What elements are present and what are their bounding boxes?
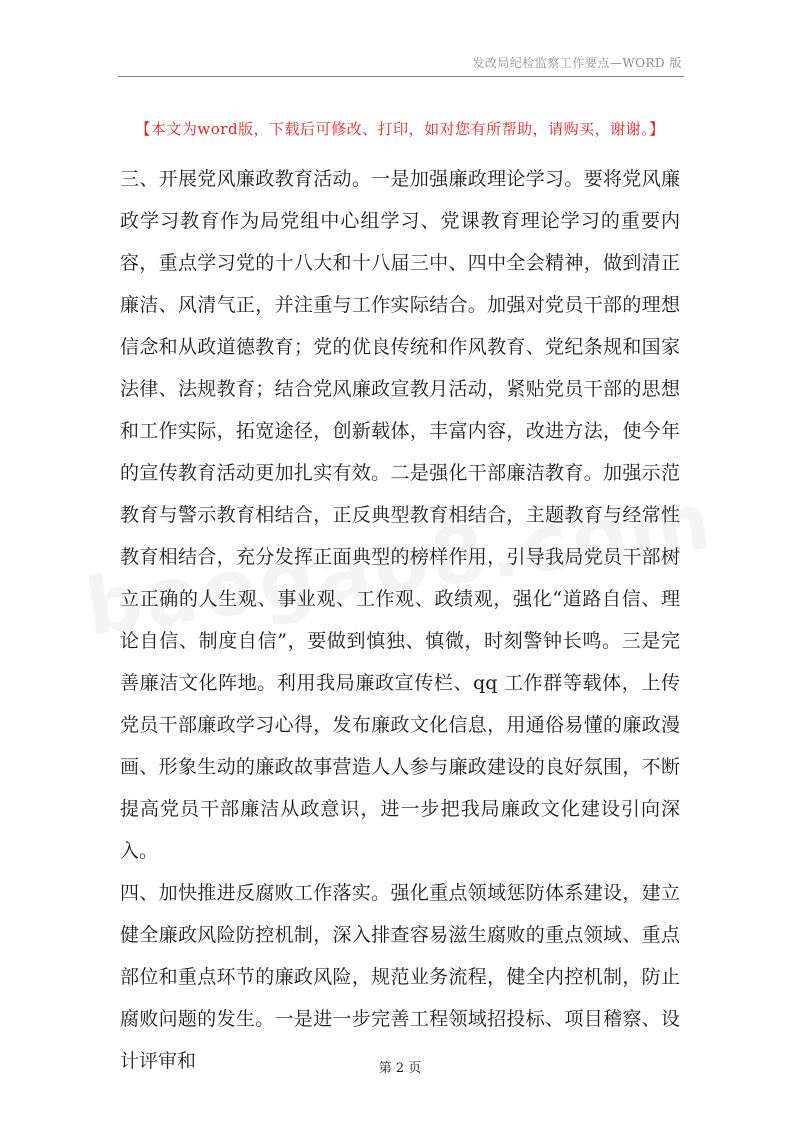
header-divider — [118, 76, 684, 77]
page-number: 第 2 页 — [378, 1061, 422, 1076]
running-header: 发改局纪检监察工作要点—WORD 版 — [472, 56, 682, 70]
paragraph-section-4: 四、加快推进反腐败工作落实。强化重点领域惩防体系建设，建立健全廉政风险防控机制，深入排查容易滋生腐败的重点领域、重点部位和重点环节的廉政风险，规范业务流程，健全内控机制，防止腐败问题的发生。一是进一步完善工程领域招投标、项目稽察、设计评审和 — [120, 882, 680, 1072]
paragraph-section-3: 三、开展党风廉政教育活动。一是加强廉政理论学习。要将党风廉政学习教育作为局党组中心组学习、党课教育理论学习的重要内容，重点学习党的十八大和十八届三中、四中全会精神，做到清正廉洁、风清气正，并注重与工作实际结合。加强对党员干部的理想信念和从政道德教育；党的优良传统和作风教育、党纪条规和国家法律、法规教育；结合党风廉政宣教月活动，紧贴党员干部的思想和工作实际，拓宽途径，创新载体，丰富内容，改进方法，使今年的宣传教育活动更加扎实有效。二是强化干部廉洁教育。加强示范教育与警示教育相结合，正反典型教育相结合，主题教育与经常性教育相结合，充分发挥正面典型的榜样作用，引导我局党员干部树立正确的人生观、事业观、工作观、政绩观，强化“道路自信、理论自信、制度自信”，要做到慎独、慎微，时刻警钟长鸣。三是完善廉洁文化阵地。利用我局廉政宣传栏、qq 工作群等载体，上传党员干部廉政学习心得，发布廉政文化信息，用通俗易懂的廉政漫画、形象生动的廉政故事营造人人参与廉政建设的良好氛围，不断提高党员干部廉洁从政意识，进一步把我局廉政文化建设引向深入。 — [120, 168, 680, 862]
download-notice: 【本文为word版，下载后可修改、打印，如对您有所帮助，请购买，谢谢。】 — [135, 120, 665, 138]
